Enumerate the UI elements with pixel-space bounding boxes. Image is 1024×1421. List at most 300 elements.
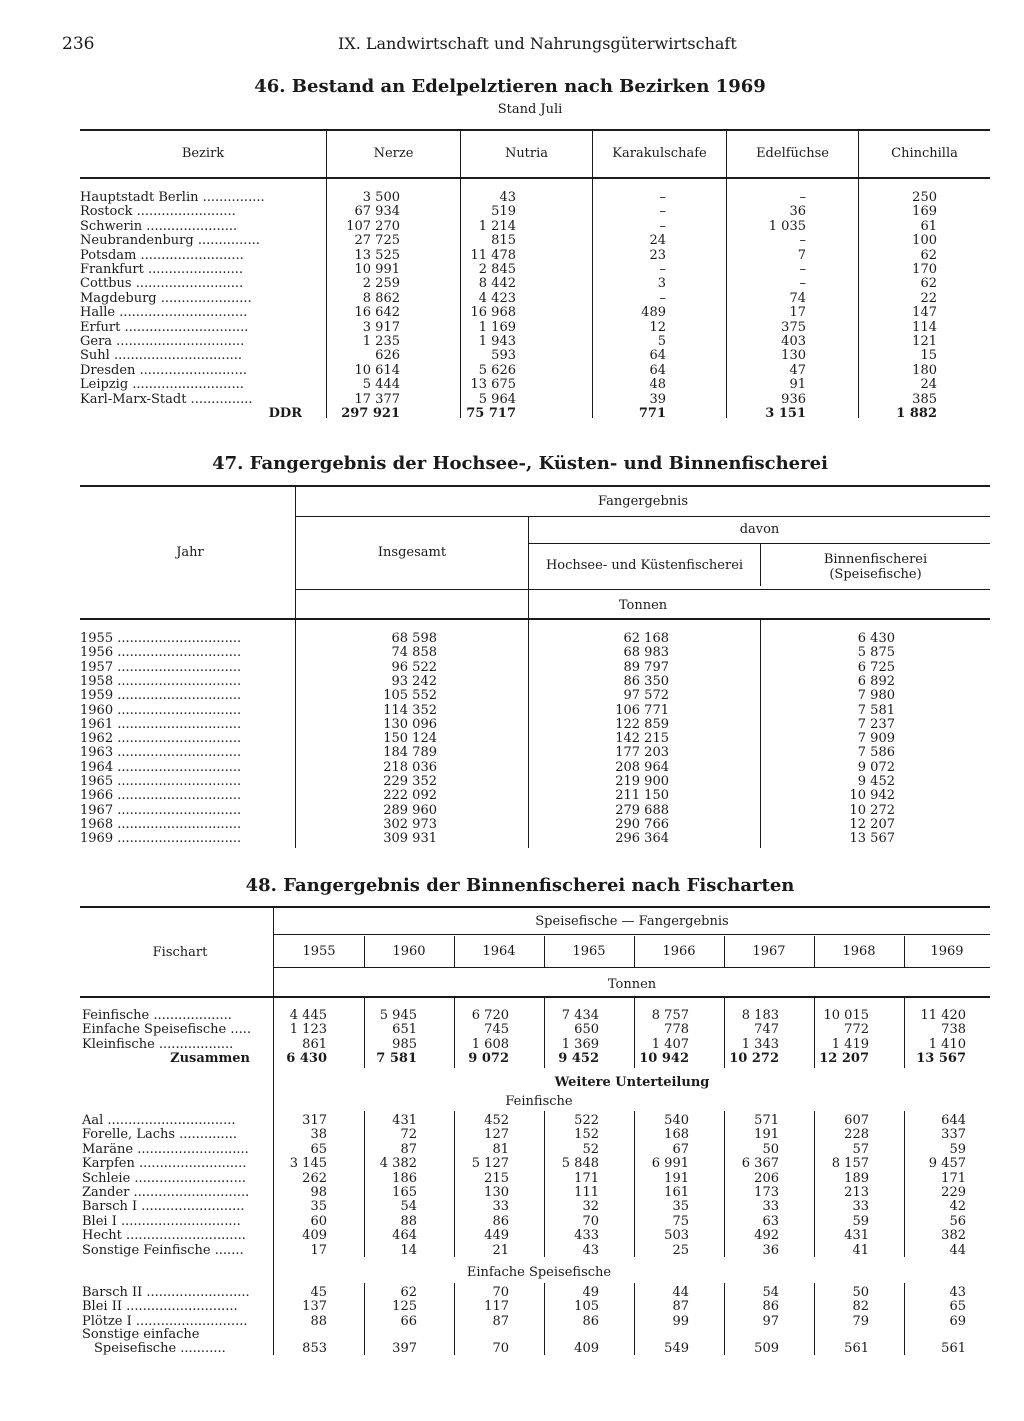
table46-cell: 936	[781, 391, 806, 407]
table46-cell: 36	[789, 204, 806, 220]
table47-col-divider	[760, 619, 761, 848]
table48-cell: 229	[941, 1185, 966, 1200]
table47-unit: Tonnen	[618, 598, 668, 613]
table48-year-header: 1960	[392, 944, 426, 959]
table48-cell: 66	[400, 1313, 417, 1329]
table48-cell: 8 757	[651, 1008, 689, 1023]
table46-cell: 385	[912, 391, 937, 407]
table48-cell: 5 127	[471, 1156, 509, 1172]
table46-row-label: Schwerin ......................	[80, 218, 238, 234]
table48-cell: 522	[574, 1113, 599, 1128]
table47-col-davon: davon	[739, 522, 780, 537]
table48-col-divider	[814, 1111, 815, 1257]
table47-cell: 290 766	[615, 816, 669, 832]
table48-cell: 186	[392, 1170, 417, 1186]
table46-cell: 64	[649, 348, 666, 364]
table46-cell: 3 500	[362, 190, 400, 205]
table47-cell: 12 207	[849, 816, 895, 832]
table48-cell: 6 720	[471, 1008, 509, 1023]
table48-cell: 778	[664, 1022, 689, 1038]
table48-cell: 127	[484, 1127, 509, 1143]
table47-cell: 7 237	[857, 716, 895, 732]
table46-cell: 39	[649, 391, 666, 407]
table46-cell: 12	[649, 319, 666, 335]
table47-row-label: 1958 ..............................	[80, 673, 242, 689]
table47-row-label: 1960 ..............................	[80, 702, 242, 718]
table46-cell: 3	[657, 276, 666, 292]
table46-cell: 5	[657, 334, 666, 349]
table48-col-divider	[724, 1111, 725, 1257]
table48-row-label: Zander ............................	[82, 1185, 250, 1200]
table48-total-cell: 9 452	[558, 1051, 599, 1067]
table46-cell: 169	[912, 204, 937, 220]
table46-total-cell: 75 717	[466, 406, 516, 421]
table48-cell: 409	[302, 1228, 327, 1244]
table48-col-divider	[364, 1111, 365, 1257]
table46-col-divider	[326, 131, 327, 418]
table48-total-cell: 9 072	[468, 1051, 509, 1067]
table48-cell: 67	[672, 1141, 689, 1157]
table48-cell: 10 015	[823, 1008, 869, 1023]
table48-cell: 137	[302, 1299, 327, 1315]
table46-cell: 23	[649, 247, 666, 263]
table48-year-header: 1967	[752, 944, 786, 959]
table47-col-fangergebnis: Fangergebnis	[597, 494, 689, 509]
table46-cell: 91	[789, 377, 806, 393]
table48-col-divider	[454, 998, 455, 1068]
table46-row-label: Gera ...............................	[80, 334, 245, 349]
table48-cell: 105	[574, 1299, 599, 1315]
table46-col-divider	[592, 131, 593, 418]
table46-cell: 17 377	[354, 391, 400, 407]
table46-cell: –	[799, 276, 806, 292]
table46-cell: 22	[920, 290, 937, 306]
table48-cell: 79	[852, 1313, 869, 1329]
table47-cell: 62 168	[623, 631, 669, 646]
table47-col-insgesamt: Insgesamt	[377, 545, 447, 560]
table46-cell: –	[659, 262, 666, 277]
table47-cell: 296 364	[615, 831, 669, 847]
table48-cell: 98	[310, 1185, 327, 1200]
table48-cell: 45	[310, 1285, 327, 1300]
table47-cell: 150 124	[383, 731, 437, 747]
table48-col-divider	[364, 998, 365, 1068]
table47-cell: 177 203	[615, 745, 669, 761]
table47-cell: 6 725	[857, 659, 895, 675]
table47-cell: 7 909	[857, 731, 895, 747]
table46-row-label: Potsdam .........................	[80, 247, 244, 263]
table47-title: 47. Fangergebnis der Hochsee-, Küsten- und Binnenfischerei	[212, 453, 828, 474]
table48-row-label: Maräne ...........................	[82, 1141, 249, 1157]
table48-row-label: Blei II ...........................	[82, 1299, 238, 1315]
table48-cell: 1 407	[651, 1036, 689, 1052]
table48-row-label: Plötze I ...........................	[82, 1313, 248, 1329]
table47-rule	[296, 516, 990, 517]
table48-cell: 1 410	[928, 1036, 966, 1052]
table48-col-divider	[364, 1283, 365, 1355]
table46-row-label: Suhl ...............................	[80, 348, 243, 364]
table46-cell: 2 259	[362, 276, 400, 292]
table46-row-label: Frankfurt .......................	[80, 262, 244, 277]
table46-cell: 815	[491, 233, 516, 249]
table46-row-label: Karl-Marx-Stadt ...............	[80, 391, 253, 407]
table46-cell: 626	[375, 348, 400, 364]
table46-cell: 519	[491, 204, 516, 220]
table48-cell: 54	[762, 1285, 779, 1300]
table47-row-label: 1957 ..............................	[80, 659, 242, 675]
table48-cell: 41	[852, 1242, 869, 1258]
table48-cell: 452	[484, 1113, 509, 1128]
table46-cell: 1 169	[478, 319, 516, 335]
table48-col-divider	[544, 998, 545, 1068]
table48-cell: 88	[310, 1313, 327, 1329]
table46-cell: 27 725	[354, 233, 400, 249]
table47-cell: 106 771	[615, 702, 669, 718]
table48-cell: 228	[844, 1127, 869, 1143]
table47-col-hochsee: Hochsee- und Küstenfischerei	[545, 558, 744, 573]
table48-col-fischart: Fischart	[152, 945, 208, 960]
table48-cell: 111	[574, 1185, 599, 1200]
table48-cell: 409	[574, 1341, 599, 1356]
table48-col-divider	[634, 998, 635, 1068]
table46-cell: 180	[912, 362, 937, 378]
table48-cell: 607	[844, 1113, 869, 1128]
table46-col-header: Chinchilla	[891, 146, 958, 161]
table46-cell: 100	[912, 233, 937, 249]
table48-cell: 1 369	[561, 1036, 599, 1052]
table48-row-label: Barsch I .........................	[82, 1199, 245, 1215]
table48-cell: 130	[484, 1185, 509, 1200]
table48-total-cell: 10 942	[639, 1051, 689, 1067]
table48-title: 48. Fangergebnis der Binnenfischerei nach Fischarten	[245, 875, 795, 896]
table48-cell: 8 157	[831, 1156, 869, 1172]
table46-cell: 16 642	[354, 305, 400, 321]
table46-cell: 489	[641, 305, 666, 321]
table48-cell: 745	[484, 1022, 509, 1038]
table47-cell: 10 272	[849, 802, 895, 818]
table48-cell: 317	[302, 1113, 327, 1128]
table47-cell: 208 964	[615, 759, 669, 775]
table46-cell: –	[659, 204, 666, 220]
table48-row-label: Speisefische ...........	[94, 1341, 226, 1356]
table47-cell: 10 942	[849, 788, 895, 804]
table47-col-binnen: Binnenfischerei	[823, 552, 928, 567]
table46-cell: 7	[797, 247, 806, 263]
table48-row-label: Barsch II .........................	[82, 1285, 250, 1300]
table46-cell: 170	[912, 262, 937, 277]
table48-year-header: 1964	[482, 944, 516, 959]
table48-section-heading: Einfache Speisefische	[466, 1265, 612, 1280]
table48-cell: 87	[492, 1313, 509, 1329]
table46-col-header: Karakulschafe	[612, 146, 707, 161]
table46-cell: –	[659, 218, 666, 234]
table48-cell: 50	[852, 1285, 869, 1300]
table48-cell: 87	[400, 1141, 417, 1157]
table47-cell: 5 875	[857, 645, 895, 661]
table48-cell: 1 419	[831, 1036, 869, 1052]
table47-cell: 74 858	[391, 645, 437, 661]
table46-total-cell: 1 882	[896, 406, 937, 421]
table48-cell: 44	[672, 1285, 689, 1300]
table46-row-label: Dresden ..........................	[80, 362, 247, 378]
table47-row-label: 1964 ..............................	[80, 759, 242, 775]
table47-row-label: 1968 ..............................	[80, 816, 242, 832]
table48-cell: 70	[582, 1213, 599, 1229]
table46-cell: 147	[912, 305, 937, 321]
table48-cell: 70	[492, 1341, 509, 1356]
table48-cell: 43	[949, 1285, 966, 1300]
table48-cell: 738	[941, 1022, 966, 1038]
table47-cell: 219 900	[615, 774, 669, 789]
table48-cell: 152	[574, 1127, 599, 1143]
table47-cell: 68 983	[623, 645, 669, 661]
table48-cell: 191	[754, 1127, 779, 1143]
table48-cell: 54	[400, 1199, 417, 1215]
table48-cell: 97	[762, 1313, 779, 1329]
table48-cell: 1 123	[289, 1022, 327, 1038]
table48-cell: 4 382	[379, 1156, 417, 1172]
table48-cell: 492	[754, 1228, 779, 1244]
table48-col-group: Speisefische — Fangergebnis	[535, 914, 729, 929]
table48-col-divider	[454, 1111, 455, 1257]
table48-cell: 9 457	[928, 1156, 966, 1172]
table47-head-rule	[80, 618, 990, 620]
table48-cell: 81	[492, 1141, 509, 1157]
table46-cell: 121	[912, 334, 937, 349]
table46-cell: 2 845	[478, 262, 516, 277]
table46-cell: 43	[499, 190, 516, 205]
table48-col-divider	[814, 998, 815, 1068]
table48-cell: 464	[392, 1228, 417, 1244]
table48-cell: 985	[392, 1036, 417, 1052]
table48-cell: 42	[949, 1199, 966, 1215]
table48-section-heading: Weitere Unterteilung	[554, 1075, 710, 1090]
table48-cell: 431	[844, 1228, 869, 1244]
table46-cell: 1 235	[362, 334, 400, 349]
table46-cell: 4 423	[478, 290, 516, 306]
table48-col-divider	[273, 908, 274, 1355]
table48-cell: 33	[762, 1199, 779, 1215]
table46-cell: –	[799, 262, 806, 277]
table46-row-label: Rostock ........................	[80, 204, 236, 220]
table47-cell: 68 598	[391, 631, 437, 646]
table47-cell: 289 960	[383, 802, 437, 818]
table46-col-header: Edelfüchse	[756, 146, 829, 161]
table48-total-cell: 7 581	[376, 1051, 417, 1067]
table48-cell: 52	[582, 1141, 599, 1157]
table48-cell: 3 145	[289, 1156, 327, 1172]
table48-cell: 43	[582, 1242, 599, 1258]
table48-cell: 549	[664, 1341, 689, 1356]
table48-cell: 433	[574, 1228, 599, 1244]
table48-cell: 171	[574, 1170, 599, 1186]
table47-row-label: 1955 ..............................	[80, 631, 242, 646]
table46-cell: –	[659, 290, 666, 306]
table46-cell: 62	[920, 276, 937, 292]
table48-cell: 99	[672, 1313, 689, 1329]
table48-year-header: 1955	[302, 944, 336, 959]
table48-cell: 5 945	[379, 1008, 417, 1023]
table47-row-label: 1959 ..............................	[80, 688, 242, 704]
table46-cell: 403	[781, 334, 806, 349]
table46-cell: 62	[920, 247, 937, 263]
table48-col-divider	[454, 1283, 455, 1355]
table46-cell: 114	[912, 319, 937, 335]
table48-row-label: Einfache Speisefische .....	[82, 1022, 251, 1038]
running-head: IX. Landwirtschaft und Nahrungsgüterwirtschaft	[338, 34, 737, 53]
table47-cell: 218 036	[383, 759, 437, 775]
table46-cell: –	[659, 190, 666, 205]
table48-cell: 35	[672, 1199, 689, 1215]
table48-cell: 70	[492, 1285, 509, 1300]
table47-cell: 114 352	[383, 702, 437, 718]
table46-cell: 10 614	[354, 362, 400, 378]
table48-year-header: 1969	[930, 944, 964, 959]
table46-cell: 24	[920, 377, 937, 393]
table48-col-divider	[634, 1111, 635, 1257]
table46-cell: 15	[920, 348, 937, 364]
table48-col-divider	[814, 1283, 815, 1355]
table47-row-label: 1962 ..............................	[80, 731, 242, 747]
table46-total-label: DDR	[268, 406, 302, 421]
table48-cell: 337	[941, 1127, 966, 1143]
table48-cell: 650	[574, 1022, 599, 1038]
table46-cell: 47	[789, 362, 806, 378]
table48-cell: 651	[392, 1022, 417, 1038]
table46-cell: 130	[781, 348, 806, 364]
table46-cell: 5 444	[362, 377, 400, 393]
table48-unit: Tonnen	[607, 977, 657, 992]
table46-cell: 13 675	[470, 377, 516, 393]
table48-cell: 161	[664, 1185, 689, 1200]
table48-cell: 5 848	[561, 1156, 599, 1172]
table46-cell: 5 626	[478, 362, 516, 378]
table48-cell: 189	[844, 1170, 869, 1186]
table48-cell: 86	[492, 1213, 509, 1229]
table48-cell: 44	[949, 1242, 966, 1258]
table48-cell: 861	[302, 1036, 327, 1052]
table46-cell: 24	[649, 233, 666, 249]
table47-row-label: 1967 ..............................	[80, 802, 242, 818]
table48-cell: 8 183	[741, 1008, 779, 1023]
table48-cell: 173	[754, 1185, 779, 1200]
table48-cell: 117	[484, 1299, 509, 1315]
table48-cell: 75	[672, 1213, 689, 1229]
table46-row-label: Halle ...............................	[80, 305, 248, 321]
table47-cell: 7 586	[857, 745, 895, 761]
table48-cell: 69	[949, 1313, 966, 1329]
table48-cell: 87	[672, 1299, 689, 1315]
table47-rule	[296, 589, 990, 590]
table46-row-label: Magdeburg ......................	[80, 290, 252, 306]
table48-cell: 57	[852, 1141, 869, 1157]
table47-cell: 309 931	[383, 831, 437, 847]
table46-cell: 8 442	[478, 276, 516, 292]
table48-col-divider	[904, 1111, 905, 1257]
table48-cell: 215	[484, 1170, 509, 1186]
table48-cell: 21	[492, 1242, 509, 1258]
table46-col-divider	[858, 131, 859, 418]
table46-cell: 67 934	[354, 204, 400, 220]
table48-row-label: Forelle, Lachs ..............	[82, 1127, 238, 1143]
table46-cell: 10 991	[354, 262, 400, 277]
table48-cell: 62	[400, 1285, 417, 1300]
table47-cell: 93 242	[391, 673, 437, 689]
table48-cell: 32	[582, 1199, 599, 1215]
table48-cell: 540	[664, 1113, 689, 1128]
table48-cell: 397	[392, 1341, 417, 1356]
table48-cell: 65	[949, 1299, 966, 1315]
table46-cell: 3 917	[362, 319, 400, 335]
table47-rule	[529, 543, 990, 544]
table46-col-divider	[726, 131, 727, 418]
table48-row-label: Sonstige einfache	[82, 1327, 200, 1342]
table47-cell: 211 150	[615, 788, 669, 804]
table47-cell: 229 352	[383, 774, 437, 789]
table48-cell: 63	[762, 1213, 779, 1229]
table47-cell: 6 892	[857, 673, 895, 689]
table48-row-label: Aal ...............................	[82, 1113, 236, 1128]
table48-cell: 59	[949, 1141, 966, 1157]
table48-cell: 1 608	[471, 1036, 509, 1052]
table48-cell: 168	[664, 1127, 689, 1143]
table47-cell: 96 522	[391, 659, 437, 675]
table48-year-header: 1966	[662, 944, 696, 959]
table46-cell: 17	[789, 305, 806, 321]
table47-row-label: 1956 ..............................	[80, 645, 242, 661]
table48-cell: 50	[762, 1141, 779, 1157]
table48-col-divider	[724, 1283, 725, 1355]
table46-cell: –	[799, 190, 806, 205]
table46-cell: 13 525	[354, 247, 400, 263]
table48-cell: 125	[392, 1299, 417, 1315]
table46-cell: 107 270	[346, 218, 400, 234]
table48-cell: 6 367	[741, 1156, 779, 1172]
table47-cell: 279 688	[615, 802, 669, 818]
table48-cell: 853	[302, 1341, 327, 1356]
table48-total-label: Zusammen	[170, 1051, 250, 1067]
table48-row-label: Feinfische ...................	[82, 1008, 232, 1023]
table48-section-heading: Feinfische	[505, 1094, 573, 1109]
table48-cell: 56	[949, 1213, 966, 1229]
table46-col-header: Bezirk	[181, 146, 225, 161]
table48-cell: 65	[310, 1141, 327, 1157]
table46-cell: 5 964	[478, 391, 516, 407]
table46-cell: 375	[781, 319, 806, 335]
table46-cell: 593	[491, 348, 516, 364]
table46-row-label: Cottbus ..........................	[80, 276, 244, 292]
table47-cell: 97 572	[623, 688, 669, 704]
table48-row-label: Blei I .............................	[82, 1213, 241, 1229]
table48-cell: 7 434	[561, 1008, 599, 1023]
table46-row-label: Hauptstadt Berlin ...............	[80, 190, 265, 205]
table48-col-divider	[904, 998, 905, 1068]
table46-cell: 64	[649, 362, 666, 378]
table48-cell: 1 343	[741, 1036, 779, 1052]
table48-cell: 35	[310, 1199, 327, 1215]
table46-head-rule	[80, 177, 990, 179]
table46-total-cell: 771	[638, 406, 666, 421]
table48-row-label: Karpfen ..........................	[82, 1156, 247, 1172]
table48-cell: 25	[672, 1242, 689, 1258]
table48-top-rule	[80, 906, 990, 908]
page-number: 236	[62, 34, 95, 54]
table48-cell: 561	[941, 1341, 966, 1356]
table47-cell: 130 096	[383, 716, 437, 732]
table48-row-label: Kleinfische ..................	[82, 1036, 234, 1052]
table46-cell: 1 035	[768, 218, 806, 234]
table48-cell: 561	[844, 1341, 869, 1356]
